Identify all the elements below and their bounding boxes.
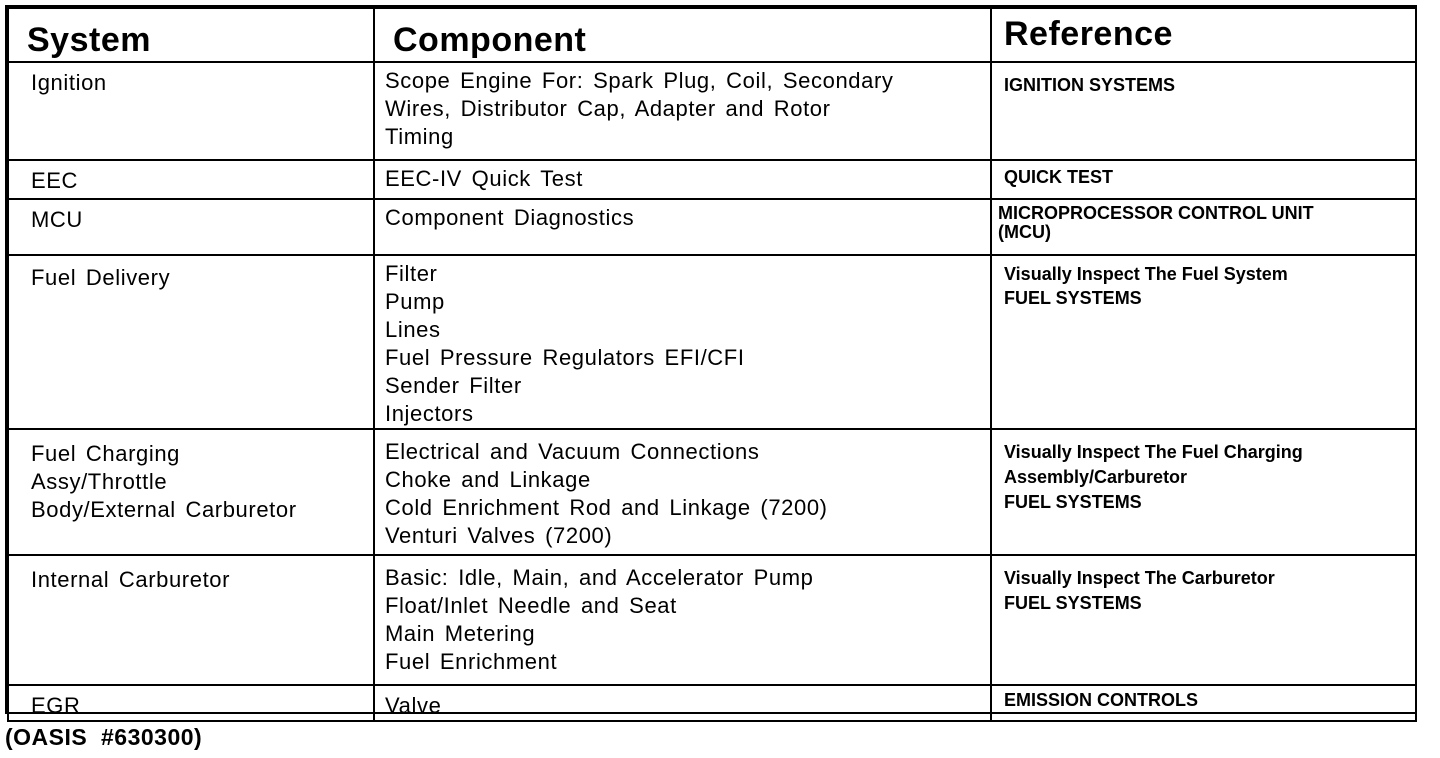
component-cell (374, 429, 991, 555)
component-text: Choke and Linkage (385, 467, 591, 492)
system-cell (8, 160, 374, 199)
component-text: Filter (385, 261, 438, 286)
system-column-header: System (8, 8, 374, 62)
component-cell (374, 255, 991, 429)
system-text: Fuel Charging (31, 441, 180, 466)
component-text: Venturi Valves (7200) (385, 523, 613, 548)
reference-text: EMISSION CONTROLS (1004, 690, 1199, 710)
system-text: Ignition (31, 70, 107, 95)
reference-cell (991, 685, 1416, 721)
inspection-table-frame (5, 5, 1417, 718)
reference-text: FUEL SYSTEMS (1004, 288, 1142, 308)
system-text: EGR (31, 693, 81, 718)
table-row-fuel-delivery (8, 255, 1416, 429)
component-text: Fuel Enrichment (385, 649, 558, 674)
component-text: Injectors (385, 401, 474, 426)
component-text: Sender Filter (385, 373, 522, 398)
system-cell (8, 199, 374, 255)
table-row-mcu (8, 199, 1416, 255)
system-cell (8, 685, 374, 721)
reference-column-header: Reference (991, 8, 1416, 62)
component-text: Timing (385, 124, 454, 149)
component-text: Valve (385, 693, 442, 718)
table-row-eec (8, 160, 1416, 199)
component-text: Fuel Pressure Regulators EFI/CFI (385, 345, 745, 370)
system-text: MCU (31, 207, 83, 232)
component-text: Float/Inlet Needle and Seat (385, 593, 677, 618)
component-cell (374, 62, 991, 160)
system-text: Assy/Throttle (31, 469, 168, 494)
component-text: Component Diagnostics (385, 205, 635, 230)
component-text: EEC-IV Quick Test (385, 166, 583, 191)
system-text: Fuel Delivery (31, 265, 171, 290)
reference-text: Visually Inspect The Fuel System (1004, 264, 1288, 284)
reference-text: FUEL SYSTEMS (1004, 492, 1142, 512)
reference-text: (MCU) (998, 222, 1051, 242)
component-cell (374, 199, 991, 255)
reference-cell (991, 62, 1416, 160)
reference-text: Visually Inspect The Fuel Charging (1004, 442, 1303, 462)
component-text: Pump (385, 289, 445, 314)
component-text: Cold Enrichment Rod and Linkage (7200) (385, 495, 828, 520)
header-row (8, 8, 1416, 62)
system-cell (8, 555, 374, 685)
system-text: Internal Carburetor (31, 567, 231, 592)
component-text: Scope Engine For: Spark Plug, Coil, Secondary (385, 68, 894, 93)
component-text: Wires, Distributor Cap, Adapter and Rotor (385, 96, 831, 121)
system-cell (8, 255, 374, 429)
reference-cell (991, 160, 1416, 199)
reference-text: MICROPROCESSOR CONTROL UNIT (998, 203, 1314, 223)
system-cell (8, 62, 374, 160)
reference-cell (991, 555, 1416, 685)
table-row-ignition (8, 62, 1416, 160)
component-cell (374, 555, 991, 685)
system-cell (8, 429, 374, 555)
reference-text: Visually Inspect The Carburetor (1004, 568, 1275, 588)
table-row-egr (8, 685, 1416, 721)
component-cell (374, 160, 991, 199)
table-row-fuel-charging (8, 429, 1416, 555)
reference-text: Assembly/Carburetor (1004, 467, 1188, 487)
reference-text: QUICK TEST (1004, 167, 1114, 187)
reference-text: FUEL SYSTEMS (1004, 593, 1142, 613)
component-text: Electrical and Vacuum Connections (385, 439, 760, 464)
inspection-table (7, 7, 1417, 722)
component-text: Lines (385, 317, 441, 342)
table-row-internal-carburetor (8, 555, 1416, 685)
reference-cell (991, 429, 1416, 555)
component-text: Main Metering (385, 621, 536, 646)
reference-text: IGNITION SYSTEMS (1004, 75, 1176, 95)
reference-cell (991, 199, 1416, 255)
system-text: EEC (31, 168, 79, 193)
reference-cell (991, 255, 1416, 429)
component-text: Basic: Idle, Main, and Accelerator Pump (385, 565, 814, 590)
component-cell (374, 685, 991, 721)
document-reference-footer: (OASIS #630300) (5, 724, 203, 750)
component-column-header: Component (374, 8, 991, 62)
system-text: Body/External Carburetor (31, 497, 297, 522)
